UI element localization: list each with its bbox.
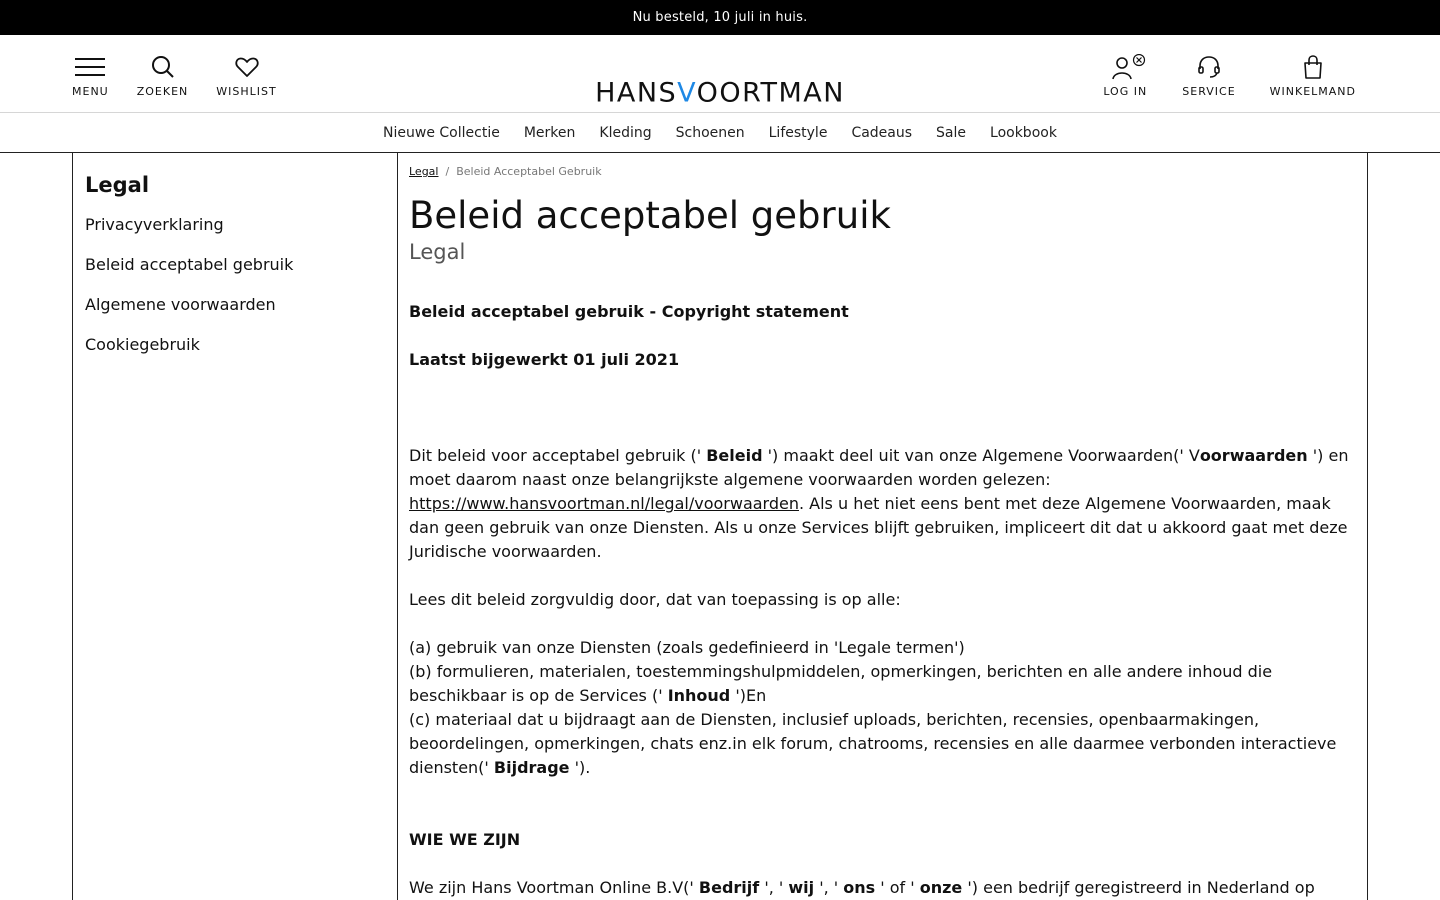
nav-item-cadeaus[interactable]: Cadeaus [851, 124, 913, 141]
sidebar-item-beleid-acceptabel-gebruik[interactable]: Beleid acceptabel gebruik [85, 255, 294, 274]
service-label: SERVICE [1182, 85, 1236, 98]
nav-item-merken[interactable]: Merken [523, 124, 576, 141]
company-text-1: We zijn Hans Voortman Online B.V(' [409, 878, 699, 897]
login-button[interactable] [1102, 35, 1148, 98]
wishlist-label: WISHLIST [216, 85, 277, 98]
announcement-text: Nu besteld, 10 juli in huis. [632, 10, 808, 25]
nav-item-lookbook[interactable]: Lookbook [990, 124, 1057, 141]
brand-logo[interactable] [595, 77, 845, 109]
clause-c-text-2: '). [569, 758, 591, 777]
breadcrumb [409, 165, 1356, 178]
clause-a: (a) gebruik van onze Diensten (zoals gedefinieerd in 'Legale termen') [409, 638, 965, 657]
user-icon [1102, 54, 1148, 80]
page-subtitle: Legal [409, 240, 466, 264]
nav-item-schoenen[interactable]: Schoenen [675, 124, 745, 141]
breadcrumb-legal-link[interactable]: Legal [409, 165, 439, 178]
clause-c-text-1: (c) materiaal dat u bijdraagt aan de Diensten, inclusief uploads, berichten, recensies, openbaarmakingen, beoordelingen, opmerkingen, chats enz.in elk forum, chatrooms, recensies en alle daarmee verbonden interactieve diensten(' [409, 710, 1337, 777]
menu-icon [74, 54, 106, 80]
policy-body [409, 300, 1356, 900]
wishlist-button[interactable] [216, 35, 276, 98]
policy-heading: Beleid acceptabel gebruik - Copyright statement [409, 302, 849, 321]
clause-c-bold: Bijdrage [493, 758, 570, 777]
scope-paragraph: Lees dit beleid zorgvuldig door, dat van toepassing is op alle: [409, 590, 901, 609]
intro-text-1: Dit beleid voor acceptabel gebruik (' [409, 446, 707, 465]
headset-icon [1196, 54, 1222, 80]
service-button[interactable] [1182, 35, 1235, 98]
menu-button[interactable] [72, 35, 109, 98]
nav-item-nieuwe-collectie[interactable]: Nieuwe Collectie [383, 124, 500, 141]
page-title: Beleid acceptabel gebruik [409, 194, 891, 237]
logo-text-v: V [677, 77, 697, 109]
company-bold-bedrijf: Bedrijf [698, 878, 760, 897]
sidebar-item-privacyverklaring[interactable]: Privacyverklaring [85, 215, 224, 234]
intro-bold-voorwaarden: oorwaarden [1199, 446, 1308, 465]
logo-text-oortman: OORTMAN [696, 77, 845, 109]
nav-item-sale[interactable]: Sale [936, 124, 967, 141]
last-updated: Laatst bijgewerkt 01 juli 2021 [409, 350, 680, 369]
nav-item-lifestyle[interactable]: Lifestyle [768, 124, 828, 141]
site-header [0, 35, 1440, 113]
clause-b-text-1: (b) formulieren, materialen, toestemmingshulpmiddelen, opmerkingen, berichten en alle andere inhoud die beschikbaar is op de Services (' [409, 662, 1273, 705]
cart-button[interactable] [1270, 35, 1356, 98]
announcement-bar [0, 0, 1440, 35]
header-right-actions [1068, 35, 1356, 113]
company-bold-onze: onze [919, 878, 963, 897]
content-area [398, 153, 1367, 900]
breadcrumb-separator: / [445, 165, 450, 178]
voorwaarden-link[interactable]: https://www.hansvoortman.nl/legal/voorwaarden [409, 494, 799, 513]
company-paragraph [409, 876, 1356, 900]
company-text-3: ', ' [814, 878, 844, 897]
logo-text-hans: HANS [595, 77, 678, 109]
intro-text-4: . Als u het niet eens bent met deze Algemene Voorwaarden, maak dan geen gebruik van onze Diensten. Als u onze Services blijft gebruiken, impliceert dit dat u akkoord gaat met deze Juridische voorwaarden. [409, 494, 1348, 561]
search-button[interactable] [137, 35, 189, 98]
company-text-4: ' of ' [875, 878, 920, 897]
company-text-2: ', ' [759, 878, 789, 897]
legal-sidebar [73, 153, 398, 900]
header-left-actions [72, 35, 305, 113]
sidebar-title: Legal [85, 173, 150, 197]
intro-bold-beleid: Beleid [706, 446, 763, 465]
login-label: LOG IN [1103, 85, 1148, 98]
clause-b-text-2: ')En [730, 686, 767, 705]
menu-label: MENU [72, 85, 109, 98]
cart-label: WINKELMAND [1269, 85, 1356, 98]
bag-icon [1300, 54, 1326, 80]
clause-b [409, 660, 1356, 708]
search-icon [150, 54, 176, 80]
breadcrumb-current: Beleid Acceptabel Gebruik [456, 165, 602, 178]
company-bold-wij: wij [788, 878, 815, 897]
section-heading-wie-we-zijn: WIE WE ZIJN [409, 830, 521, 849]
clause-b-bold: Inhoud [667, 686, 731, 705]
company-text-5: ') een bedrijf geregistreerd in Nederland op [962, 878, 1315, 897]
company-bold-ons: ons [843, 878, 876, 897]
intro-text-3: ') en moet daarom naast onze belangrijkste algemene voorwaarden worden gelezen: [409, 446, 1349, 489]
sidebar-item-algemene-voorwaarden[interactable]: Algemene voorwaarden [85, 295, 276, 314]
intro-text-2: ') maakt deel uit van onze Algemene Voorwaarden(' V [762, 446, 1200, 465]
search-label: ZOEKEN [136, 85, 189, 98]
nav-item-kleding[interactable]: Kleding [599, 124, 652, 141]
main-area [72, 153, 1368, 900]
heart-icon [234, 54, 260, 80]
clause-c [409, 708, 1356, 780]
main-nav [0, 113, 1440, 153]
sidebar-item-cookiegebruik[interactable]: Cookiegebruik [85, 335, 200, 354]
intro-paragraph [409, 444, 1356, 564]
